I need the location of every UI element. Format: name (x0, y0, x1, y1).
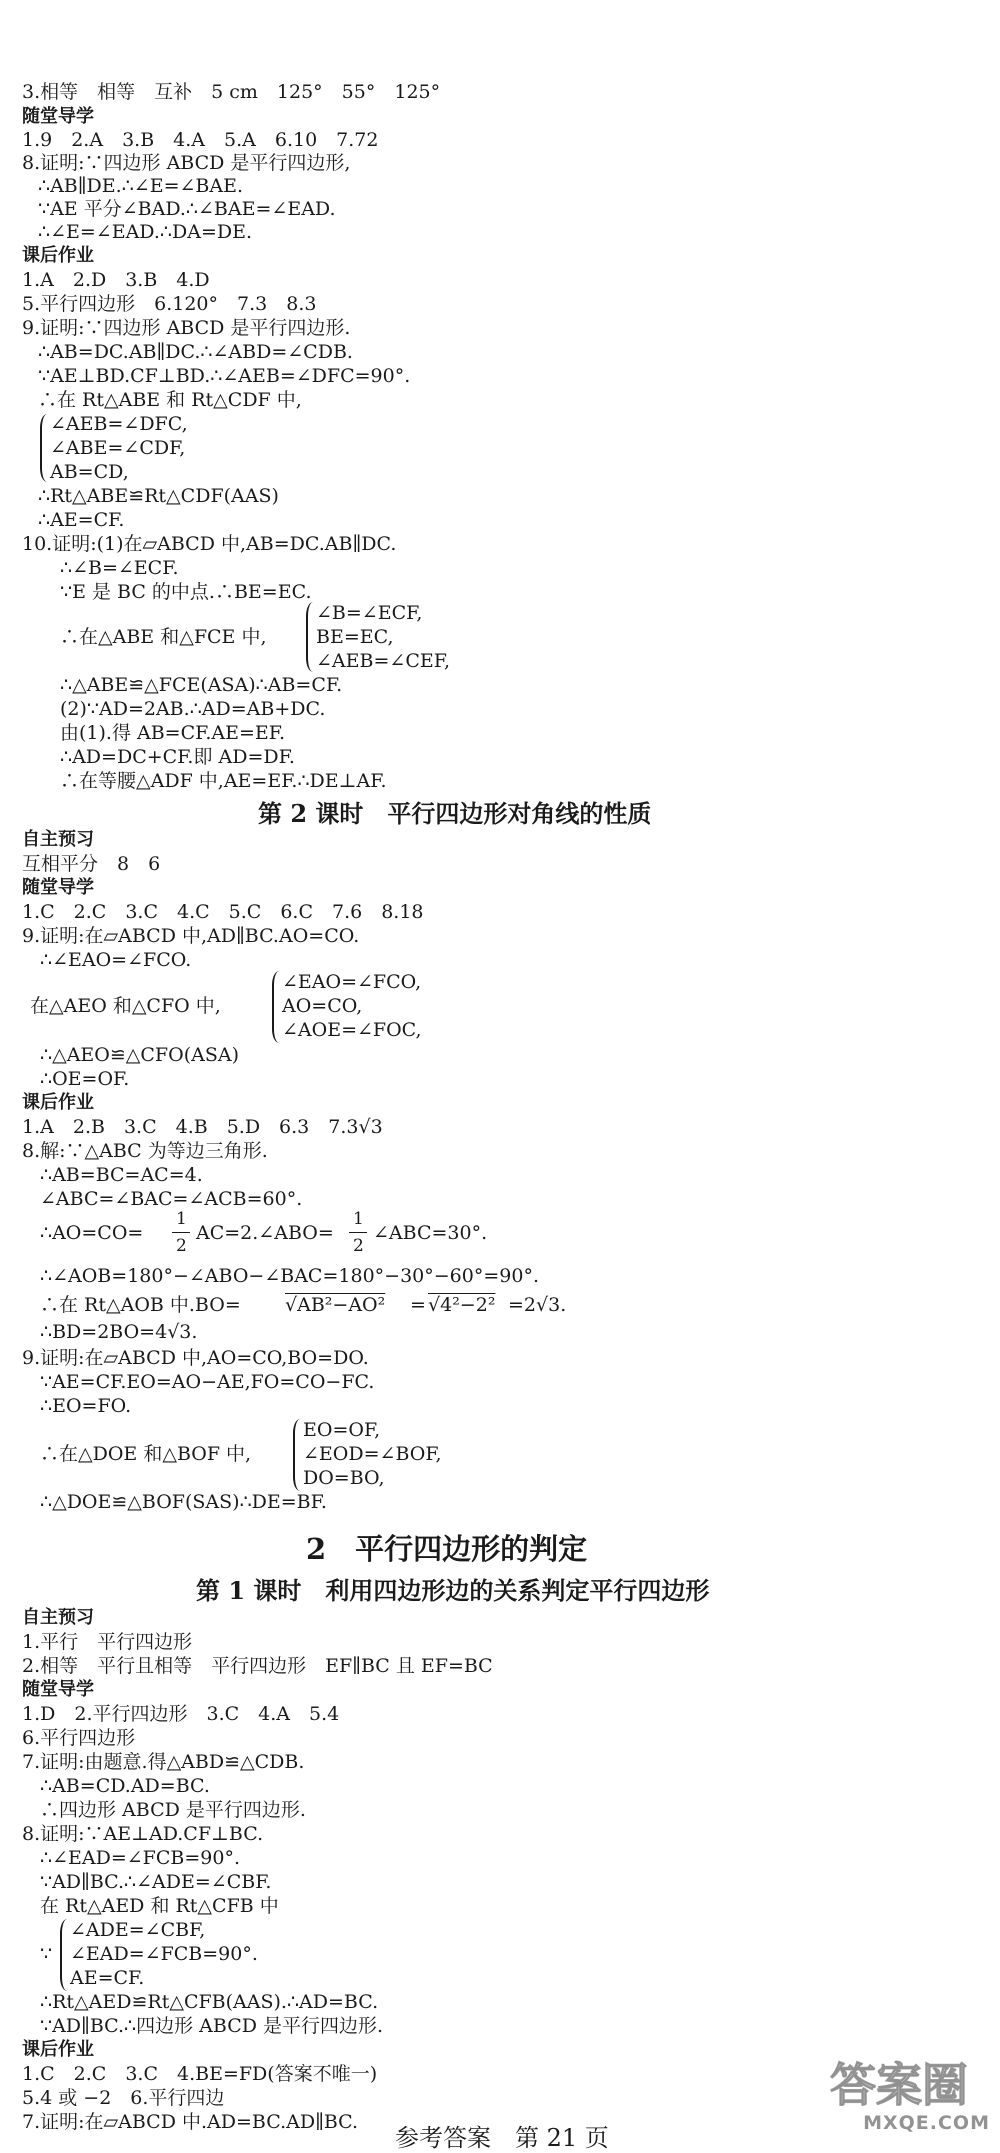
left-brace (272, 971, 280, 1043)
answer-line: 1.D 2.平行四边形 3.C 4.A 5.4 (22, 1703, 340, 1725)
answer-line: ∴Rt△ABE≌Rt△CDF(AAS) (38, 485, 279, 507)
brace-condition: AB=CD, (50, 461, 129, 483)
left-brace (293, 1419, 301, 1491)
fraction-numerator: 1 (176, 1209, 187, 1229)
fraction-bar (349, 1232, 367, 1233)
fraction-denominator: 2 (353, 1236, 364, 1256)
section-heading: 课后作业 (22, 1092, 94, 1113)
left-brace (40, 414, 48, 482)
answer-line: ∴△ABE≌△FCE(ASA)∴AB=CF. (60, 674, 343, 696)
section-heading: 自主预习 (22, 829, 94, 850)
answer-line: 在 Rt△AED 和 Rt△CFB 中 (40, 1895, 279, 1917)
radical-expression: √4²−2² (428, 1294, 496, 1316)
answer-line: ∴OE=OF. (40, 1068, 130, 1090)
answer-line: 5.4 或 −2 6.平行四边 (22, 2087, 225, 2109)
answer-line: ∵ (40, 1943, 53, 1965)
brace-condition: ∠AOE=∠FOC, (282, 1019, 422, 1041)
answer-line: ∴在 Rt△AOB 中.BO= (40, 1294, 241, 1316)
answer-line: 1.A 2.D 3.B 4.D (22, 269, 210, 291)
answer-line: 1.C 2.C 3.C 4.BE=FD(答案不唯一) (22, 2063, 378, 2085)
watermark-logo: 答案圈 (830, 2058, 968, 2112)
brace-condition: ∠AEB=∠CEF, (316, 650, 450, 672)
answer-line: ∴AB∥DE.∴∠E=∠BAE. (38, 175, 244, 197)
answer-line: ∴AB=CD.AD=BC. (40, 1775, 210, 1797)
answer-line: 8.证明:∵AE⊥AD.CF⊥BC. (22, 1823, 264, 1845)
section-heading: 随堂导学 (22, 1679, 94, 1700)
answer-line: 9.证明:∵四边形 ABCD 是平行四边形. (22, 317, 351, 339)
answer-line: ∵AD∥BC.∴∠ADE=∠CBF. (40, 1871, 272, 1893)
section-heading: 课后作业 (22, 2039, 94, 2060)
answer-line: ∴BD=2BO=4√3. (40, 1321, 198, 1343)
answer-line: ∴在等腰△ADF 中,AE=EF.∴DE⊥AF. (60, 770, 387, 792)
brace-condition: ∠EOD=∠BOF, (303, 1443, 442, 1465)
answer-line: ∴AB=BC=AC=4. (40, 1164, 203, 1186)
left-brace (60, 1919, 68, 1991)
brace-condition: ∠ADE=∠CBF, (70, 1919, 206, 1941)
answer-line: 6.平行四边形 (22, 1727, 136, 1749)
fraction-bar (172, 1232, 190, 1233)
answer-line: 8.证明:∵四边形 ABCD 是平行四边形, (22, 152, 351, 174)
answer-line: AC=2.∠ABO= (196, 1222, 334, 1244)
lesson-title: 第 2 课时 平行四边形对角线的性质 (258, 799, 652, 828)
answer-line: 在△AEO 和△CFO 中, (30, 995, 221, 1017)
answer-line: 2.相等 平行且相等 平行四边形 EF∥BC 且 EF=BC (22, 1655, 493, 1677)
answer-line: 9.证明:在▱ABCD 中,AO=CO,BO=DO. (22, 1347, 369, 1369)
radical-expression: √AB²−AO² (285, 1294, 386, 1316)
brace-condition: ∠ABE=∠CDF, (50, 437, 186, 459)
answer-line: 7.证明:由题意.得△ABD≌△CDB. (22, 1751, 305, 1773)
answer-line: ∵AE=CF.EO=AO−AE,FO=CO−FC. (40, 1371, 375, 1393)
brace-condition: ∠EAO=∠FCO, (282, 971, 422, 993)
answer-line: 由(1).得 AB=CF.AE=EF. (60, 722, 286, 744)
brace-condition: EO=OF, (303, 1419, 381, 1441)
answer-line: (2)∵AD=2AB.∴AD=AB+DC. (60, 698, 326, 720)
brace-condition: ∠EAD=∠FCB=90°. (70, 1943, 258, 1965)
answer-line: ∴△AEO≌△CFO(ASA) (40, 1044, 239, 1066)
answer-line: ∴△DOE≌△BOF(SAS)∴DE=BF. (40, 1491, 327, 1513)
brace-condition: DO=BO, (303, 1467, 385, 1489)
answer-line: 9.证明:在▱ABCD 中,AD∥BC.AO=CO. (22, 925, 360, 947)
section-heading: 随堂导学 (22, 106, 94, 127)
fraction-numerator: 1 (353, 1209, 364, 1229)
fraction-denominator: 2 (176, 1236, 187, 1256)
answer-line: ∵AE⊥BD.CF⊥BD.∴∠AEB=∠DFC=90°. (38, 365, 411, 387)
answer-line: ∴AD=DC+CF.即 AD=DF. (60, 746, 295, 768)
answer-line: ∵AE 平分∠BAD.∴∠BAE=∠EAD. (38, 198, 336, 220)
answer-line: ∴∠EAO=∠FCO. (40, 949, 192, 971)
watermark-url: MXQE.COM (863, 2112, 990, 2134)
brace-condition: BE=EC, (316, 626, 394, 648)
answer-line: 1.平行 平行四边形 (22, 1631, 193, 1653)
answer-line: 1.C 2.C 3.C 4.C 5.C 6.C 7.6 8.18 (22, 901, 424, 923)
answer-line: ∠ABC=∠BAC=∠ACB=60°. (40, 1188, 303, 1210)
answer-line: = (410, 1294, 426, 1316)
section-heading: 课后作业 (22, 245, 94, 266)
answer-line: ∴AO=CO= (40, 1222, 144, 1244)
answer-line: ∴在△DOE 和△BOF 中, (40, 1443, 252, 1465)
left-brace (306, 602, 314, 672)
section-title: 2 平行四边形的判定 (306, 1532, 588, 1566)
answer-line: ∴在 Rt△ABE 和 Rt△CDF 中, (38, 389, 302, 411)
answer-line: ∠ABC=30°. (373, 1222, 488, 1244)
answer-line: 1.9 2.A 3.B 4.A 5.A 6.10 7.72 (22, 129, 379, 151)
lesson-title: 第 1 课时 利用四边形边的关系判定平行四边形 (196, 1576, 710, 1605)
answer-line: 8.解:∵△ABC 为等边三角形. (22, 1140, 268, 1162)
brace-condition: AE=CF. (70, 1967, 145, 1989)
answer-line: ∴四边形 ABCD 是平行四边形. (40, 1799, 306, 1821)
answer-line: ∴∠E=∠EAD.∴DA=DE. (38, 221, 253, 243)
brace-condition: ∠AEB=∠DFC, (50, 413, 188, 435)
answer-line: ∴AE=CF. (38, 509, 125, 531)
answer-line: ∵AD∥BC.∴四边形 ABCD 是平行四边形. (40, 2015, 384, 2037)
answer-line: ∴EO=FO. (40, 1395, 132, 1417)
answer-line: ∵E 是 BC 的中点.∴BE=EC. (60, 581, 312, 603)
answer-line: 5.平行四边形 6.120° 7.3 8.3 (22, 293, 317, 315)
answer-line: 1.A 2.B 3.C 4.B 5.D 6.3 7.3√3 (22, 1116, 383, 1138)
section-heading: 自主预习 (22, 1607, 94, 1628)
watermark (830, 2058, 990, 2142)
answer-line: 互相平分 8 6 (22, 853, 161, 875)
brace-condition: ∠B=∠ECF, (316, 602, 423, 624)
answer-line: 10.证明:(1)在▱ABCD 中,AB=DC.AB∥DC. (22, 533, 397, 555)
answer-line: 7.证明:在▱ABCD 中.AD=BC.AD∥BC. (22, 2111, 359, 2133)
page-footer: 参考答案 第 21 页 (395, 2124, 609, 2152)
answer-line: =2√3. (508, 1294, 567, 1316)
answer-line: ∴在△ABE 和△FCE 中, (60, 626, 267, 648)
section-heading: 随堂导学 (22, 877, 94, 898)
answer-line: ∴∠AOB=180°−∠ABO−∠BAC=180°−30°−60°=90°. (40, 1265, 539, 1287)
answer-line: ∴∠EAD=∠FCB=90°. (40, 1847, 240, 1869)
brace-condition: AO=CO, (282, 995, 363, 1017)
answer-line: ∴Rt△AED≌Rt△CFB(AAS).∴AD=BC. (40, 1991, 379, 2013)
answer-line: 3.相等 相等 互补 5 cm 125° 55° 125° (22, 81, 441, 103)
answer-line: ∴AB=DC.AB∥DC.∴∠ABD=∠CDB. (38, 341, 353, 363)
answer-line: ∴∠B=∠ECF. (60, 557, 179, 579)
